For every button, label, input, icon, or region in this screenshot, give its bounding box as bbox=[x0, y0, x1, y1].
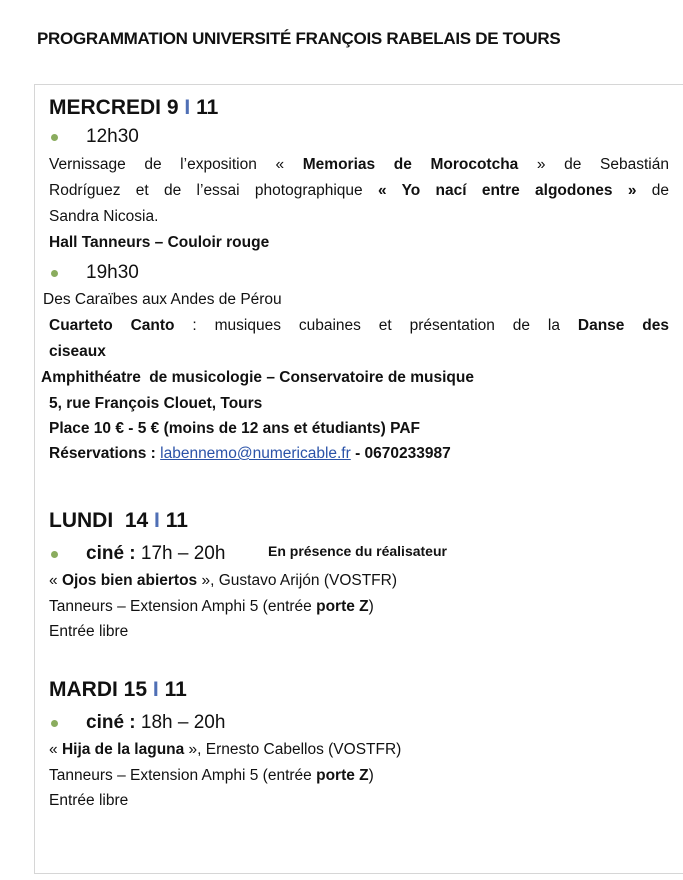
text-part: Tanneurs – Extension Amphi 5 (entrée bbox=[49, 767, 317, 784]
day-name: MARDI 15 bbox=[49, 678, 148, 701]
reservations-line bbox=[49, 445, 451, 463]
door-label: porte Z bbox=[316, 598, 369, 615]
text-part: Rodríguez et de l’essai photographique bbox=[49, 182, 378, 199]
event-description-line bbox=[49, 182, 669, 200]
day-number: 11 bbox=[165, 509, 188, 532]
text-part: « bbox=[49, 572, 62, 589]
screening-place bbox=[49, 598, 374, 616]
event-description-line: ciseaux bbox=[49, 343, 106, 360]
day-number: 11 bbox=[164, 678, 187, 701]
event-subtitle: Des Caraïbes aux Andes de Pérou bbox=[43, 291, 282, 308]
bullet-icon bbox=[51, 134, 58, 141]
event-description-line bbox=[49, 156, 669, 174]
exhibition-title: Memorias de Morocotcha bbox=[302, 156, 519, 173]
day-heading-mercredi bbox=[49, 96, 218, 120]
event-time: 17h – 20h bbox=[140, 543, 226, 564]
film-title: Ojos bien abiertos bbox=[61, 572, 198, 589]
text-part: », Ernesto Cabellos (VOSTFR) bbox=[184, 741, 402, 758]
event-time: 19h30 bbox=[86, 262, 139, 283]
email-link[interactable]: labennemo@numericable.fr bbox=[160, 445, 351, 462]
cine-label: ciné : bbox=[86, 543, 141, 564]
text-part: », Gustavo Arijón (VOSTFR) bbox=[197, 572, 398, 589]
director-note: En présence du réalisateur bbox=[268, 543, 447, 559]
text-part: « bbox=[49, 741, 62, 758]
venue-line bbox=[41, 369, 474, 387]
text-part: : musiques cubaines et présentation de la bbox=[174, 317, 578, 334]
cine-session bbox=[86, 712, 225, 734]
day-separator: I bbox=[154, 509, 160, 532]
event-time: 12h30 bbox=[86, 126, 139, 147]
venue-address: 5, rue François Clouet, Tours bbox=[49, 395, 263, 412]
phone-number: - 0670233987 bbox=[350, 445, 451, 462]
day-name: MERCREDI 9 bbox=[49, 96, 179, 119]
entry-info: Entrée libre bbox=[49, 623, 129, 640]
text-part: Vernissage de l’exposition « bbox=[49, 156, 303, 173]
day-heading-mardi bbox=[49, 678, 187, 702]
film-title: Hija de la laguna bbox=[61, 741, 185, 758]
event-time: 18h – 20h bbox=[140, 712, 226, 733]
text-part: » de Sebastián bbox=[518, 156, 669, 173]
text-part: ) bbox=[368, 598, 374, 615]
venue-part: Amphithéatre bbox=[41, 369, 141, 386]
film-line bbox=[49, 741, 401, 759]
screening-place bbox=[49, 767, 374, 785]
reservations-label: Réservations : bbox=[49, 445, 161, 462]
bullet-icon bbox=[51, 720, 58, 727]
door-label: porte Z bbox=[316, 767, 369, 784]
photo-essay-title: « Yo nací entre algodones » bbox=[377, 182, 637, 199]
text-part: de bbox=[636, 182, 669, 199]
price-info: Place 10 € - 5 € (moins de 12 ans et étudiants) PAF bbox=[49, 420, 420, 437]
venue-part: de musicologie – Conservatoire de musique bbox=[149, 369, 474, 386]
bullet-icon bbox=[51, 551, 58, 558]
day-separator: I bbox=[152, 678, 159, 701]
entry-info: Entrée libre bbox=[49, 792, 129, 809]
cine-label: ciné : bbox=[86, 712, 141, 733]
day-number: 11 bbox=[196, 96, 219, 119]
day-separator: I bbox=[184, 96, 191, 119]
cine-session bbox=[86, 543, 225, 565]
event-place: Hall Tanneurs – Couloir rouge bbox=[49, 234, 270, 251]
event-description-line: Sandra Nicosia. bbox=[49, 208, 159, 225]
bullet-icon bbox=[51, 270, 58, 277]
text-part: Tanneurs – Extension Amphi 5 (entrée bbox=[49, 598, 317, 615]
event-description-line bbox=[49, 317, 669, 335]
day-heading-lundi bbox=[49, 509, 188, 533]
film-line bbox=[49, 572, 397, 590]
dance-name: Danse des bbox=[577, 317, 669, 334]
page-title: PROGRAMMATION UNIVERSITÉ FRANÇOIS RABELAIS DE TOURS bbox=[37, 29, 561, 48]
day-name: LUNDI 14 bbox=[49, 509, 149, 532]
ensemble-name: Cuarteto Canto bbox=[49, 317, 175, 334]
text-part: ) bbox=[368, 767, 374, 784]
